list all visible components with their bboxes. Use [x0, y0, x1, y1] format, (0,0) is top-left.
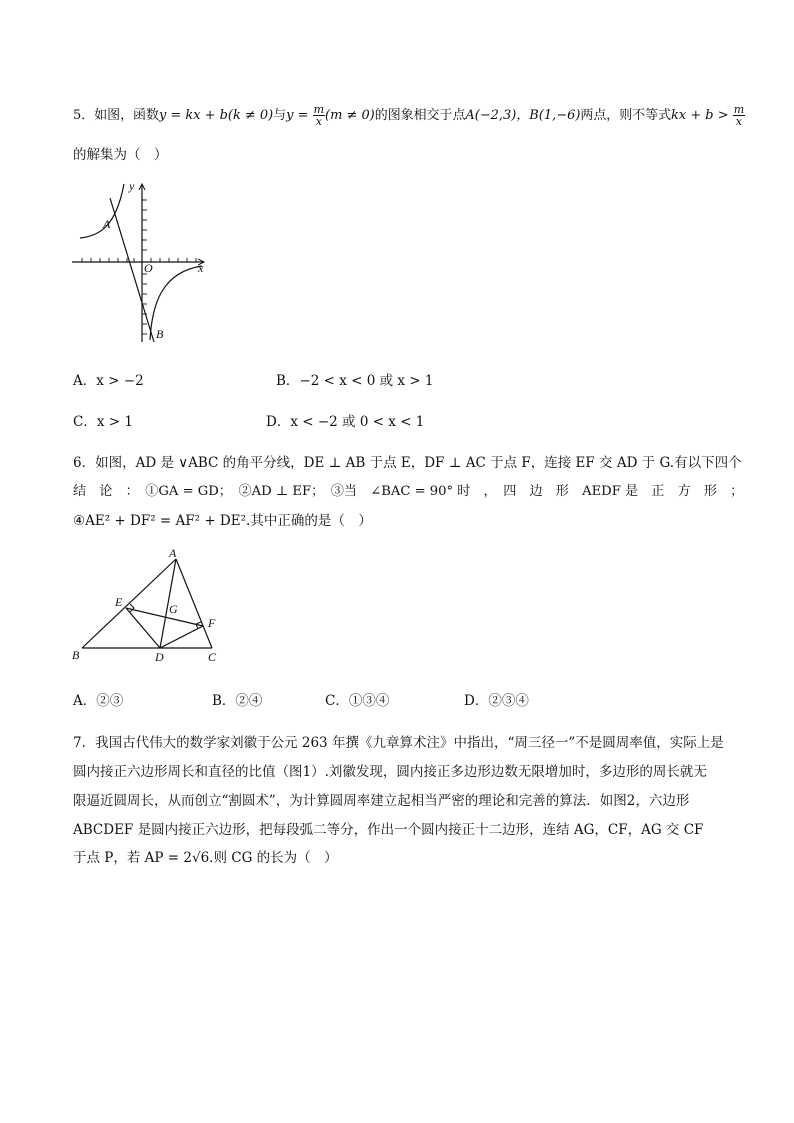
- q5-choice-c[interactable]: C．x > 1: [73, 414, 133, 430]
- q5-text-c: 的图象相交于点: [374, 108, 466, 123]
- q5-frac-1: [313, 104, 325, 127]
- q6-stem-line2: 结 论 ： ①GA = GD； ②AD ⊥ EF； ③当 ∠BAC = 90° 时 ， 四 边 形 AEDF 是 正 方 形 ；: [73, 484, 744, 499]
- q5-inequality: kx + b >: [671, 108, 729, 123]
- q6-stem-line3: ④AE² + DF² = AF² + DE².其中正确的是（ ）: [73, 513, 372, 529]
- q6-choice-d[interactable]: D．②③④: [464, 693, 529, 709]
- q6-choice-c[interactable]: C．①③④: [325, 693, 390, 709]
- q5-choice-d[interactable]: D．x < −2 或 0 < x < 1: [266, 414, 425, 430]
- q5-stem-line1: [73, 104, 745, 127]
- q5-label-b: B: [156, 327, 164, 341]
- q5-x-ticks: [82, 258, 196, 262]
- q7-stem-line2: 圆内接正六边形周长和直径的比值（图1）.刘徽发现，圆内接正多边形边数无限增加时，多边形的周长就无: [73, 764, 707, 780]
- q6-label-d: D: [155, 650, 164, 664]
- q5-frac-1-den: x: [315, 115, 322, 128]
- q7-stem-line1: 7．我国古代伟大的数学家刘徽于公元 263 年撰《九章算术注》中指出，“周三径一”不是圆周率值，实际上是: [73, 735, 724, 751]
- q6-label-b: B: [72, 648, 80, 662]
- q5-label-y: y: [129, 179, 135, 193]
- q5-frac-2-den: x: [735, 115, 743, 128]
- q5-recip-y: y =: [286, 108, 309, 123]
- q5-choice-a[interactable]: A．x > −2: [73, 373, 144, 389]
- q5-stem-line2: 的解集为（ ）: [73, 147, 168, 163]
- q6-choice-a[interactable]: A．②③: [73, 693, 124, 709]
- q6-right-angle-e: [130, 604, 134, 612]
- q5-points: A(−2,3)，B(1,−6): [465, 108, 581, 123]
- q5-label-x: x: [198, 261, 204, 275]
- q5-frac-2: [733, 104, 745, 127]
- q6-label-g: G: [169, 602, 178, 616]
- q7-stem-line4: ABCDEF 是圆内接正六边形，把每段弧二等分，作出一个圆内接正十二边形，连结 AG，CF，AG 交 CF: [73, 822, 704, 838]
- q5-frac-1-num: m: [313, 103, 325, 116]
- q6-choice-b[interactable]: B．②④: [212, 693, 263, 709]
- q5-hyperbola-left: [80, 184, 124, 238]
- q7-stem-line3: 限逼近圆周长，从而创立“割圆术”，为计算圆周率建立起相当严密的理论和完善的算法．如图2，六边形: [73, 793, 690, 809]
- q5-graph: [68, 176, 218, 348]
- q5-recip-cond: (m ≠ 0): [325, 108, 375, 123]
- q6-label-f: F: [208, 616, 216, 630]
- q7-stem-line5: 于点 P，若 AP = 2√6.则 CG 的长为（ ）: [73, 850, 338, 866]
- q5-linear-func: y = kx + b(k ≠ 0): [158, 108, 274, 123]
- q6-label-e: E: [115, 595, 123, 609]
- q6-seg-ac: [176, 559, 212, 648]
- q5-frac-2-num: m: [733, 103, 745, 116]
- q6-label-a: A: [169, 546, 177, 560]
- q6-figure: [66, 544, 236, 668]
- q5-choice-b[interactable]: B．−2 < x < 0 或 x > 1: [276, 373, 434, 389]
- q6-seg-de: [126, 608, 160, 648]
- q6-label-c: C: [208, 650, 217, 664]
- q5-text-b: 与: [273, 108, 287, 123]
- q5-label-a: A: [103, 217, 111, 231]
- q5-text-d: 两点，则不等式: [580, 108, 672, 123]
- q5-text-a: 5．如图，函数: [73, 108, 159, 123]
- q6-stem-line1: 6．如图，AD 是 ∨ABC 的角平分线，DE ⊥ AB 于点 E，DF ⊥ AC 于点 F，连接 EF 交 AD 于 G.有以下四个: [73, 455, 742, 471]
- q5-label-o: O: [144, 261, 153, 275]
- q6-seg-df: [160, 626, 203, 648]
